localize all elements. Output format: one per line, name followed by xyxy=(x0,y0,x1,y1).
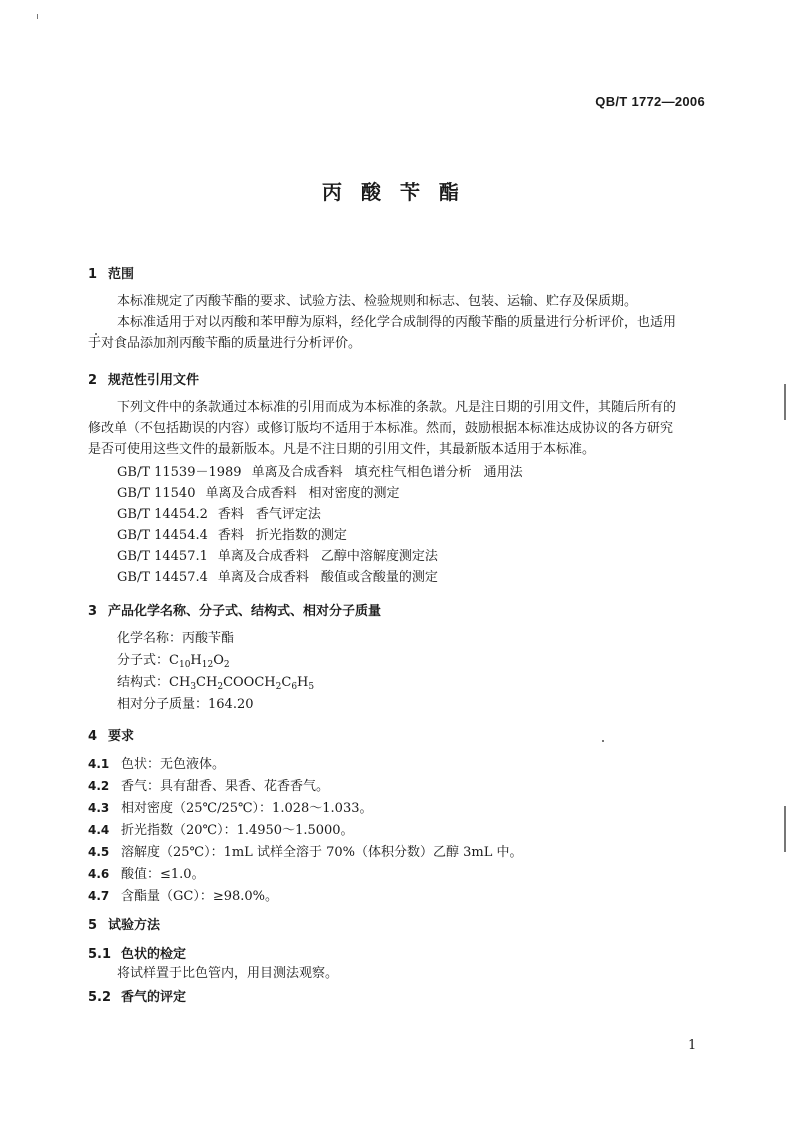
scan-mark xyxy=(602,740,604,742)
item-number: 4.2 xyxy=(88,779,110,793)
structural-formula-line xyxy=(117,672,314,693)
structural-formula-value: $CH_3CH_2COOCH_2C_6H_5$ xyxy=(169,675,315,692)
molecular-mass-line xyxy=(117,694,254,715)
scan-mark xyxy=(784,384,786,420)
section-number: 1 xyxy=(88,267,98,282)
chemical-name-label: 化学名称： xyxy=(117,631,183,646)
item-number: 4.7 xyxy=(88,889,110,903)
scan-mark xyxy=(95,333,97,335)
reference-code: GB/T 14454.2 xyxy=(117,507,208,522)
requirement-item xyxy=(88,841,522,860)
reference-item xyxy=(117,482,412,501)
section-1-paragraph-2-line-2: 于对食品添加剂丙酸苄酯的质量进行分析评价。 xyxy=(88,336,362,351)
item-number: 4.6 xyxy=(88,867,110,881)
subsection-5-2-heading xyxy=(88,986,186,1005)
section-2-heading xyxy=(88,369,199,388)
item-number: 4.4 xyxy=(88,823,110,837)
reference-title-part: 单离及合成香料 xyxy=(217,549,309,564)
molecular-mass-label: 相对分子质量： xyxy=(117,697,209,712)
section-number: 2 xyxy=(88,373,98,388)
reference-item xyxy=(117,566,450,585)
subsection-title: 香气的评定 xyxy=(121,990,187,1005)
section-title: 要求 xyxy=(108,729,135,744)
section-title: 试验方法 xyxy=(108,918,161,933)
item-number: 4.1 xyxy=(88,757,110,771)
item-text: 溶解度（25℃）：1mL 试样全溶于 70%（体积分数）乙醇 3mL 中。 xyxy=(121,845,523,860)
section-number: 3 xyxy=(88,604,98,619)
section-title: 规范性引用文件 xyxy=(108,373,200,388)
item-text: 折光指数（20℃）：1.4950～1.5000。 xyxy=(121,823,354,838)
subsection-number: 5.1 xyxy=(88,947,112,962)
chemical-name-line xyxy=(117,628,234,649)
subsection-title: 色状的检定 xyxy=(121,947,187,962)
section-2-paragraph-line-3: 是否可使用这些文件的最新版本。凡是不注日期的引用文件，其最新版本适用于本标准。 xyxy=(88,442,596,457)
section-title: 范围 xyxy=(108,267,135,282)
section-3-heading xyxy=(88,600,381,619)
reference-title-part: 单离及合成香料 xyxy=(251,465,343,480)
reference-title-part: 单离及合成香料 xyxy=(217,570,309,585)
requirement-item xyxy=(88,753,225,772)
reference-code: GB/T 11540 xyxy=(117,486,196,501)
reference-code: GB/T 11539－1989 xyxy=(117,465,242,480)
reference-item xyxy=(117,524,359,543)
molecular-formula-label: 分子式： xyxy=(117,653,170,668)
section-1-paragraph-1: 本标准规定了丙酸苄酯的要求、试验方法、检验规则和标志、包装、运输、贮存及保质期。 xyxy=(117,294,638,309)
molecular-mass-value: 164.20 xyxy=(208,697,254,712)
reference-title-part: 单离及合成香料 xyxy=(205,486,297,501)
reference-code: GB/T 14457.4 xyxy=(117,570,208,585)
item-number: 4.5 xyxy=(88,845,110,859)
scan-mark xyxy=(784,806,786,852)
standard-code: QB/T 1772—2006 xyxy=(595,94,705,109)
reference-code: GB/T 14454.4 xyxy=(117,528,208,543)
molecular-formula-line xyxy=(117,650,230,671)
reference-item xyxy=(117,503,333,522)
section-5-heading xyxy=(88,914,160,933)
item-number: 4.3 xyxy=(88,801,110,815)
section-2-paragraph-line-2: 修改单（不包括勘误的内容）或修订版均不适用于本标准。然而，鼓励根据本标准达成协议的各方研究 xyxy=(88,421,674,436)
reference-title-part: 乙醇中溶解度测定法 xyxy=(320,549,438,564)
reference-item xyxy=(117,545,450,564)
item-text: 香气：具有甜香、果香、花香香气。 xyxy=(121,779,330,794)
section-number: 5 xyxy=(88,918,98,933)
subsection-5-1-text: 将试样置于比色管内，用目测法观察。 xyxy=(117,966,339,981)
requirement-item xyxy=(88,885,278,904)
reference-title-part: 香料 xyxy=(217,507,244,522)
section-1-paragraph-2-line-1: 本标准适用于对以丙酸和苯甲醇为原料，经化学合成制得的丙酸苄酯的质量进行分析评价，也适用 xyxy=(117,315,677,330)
reference-title-part: 通用法 xyxy=(483,465,523,480)
requirement-item xyxy=(88,819,354,838)
reference-item xyxy=(117,461,535,480)
requirement-item xyxy=(88,863,205,882)
section-number: 4 xyxy=(88,729,98,744)
reference-title-part: 折光指数的测定 xyxy=(255,528,347,543)
item-text: 含酯量（GC）：≥98.0%。 xyxy=(121,889,279,904)
reference-code: GB/T 14457.1 xyxy=(117,549,208,564)
section-1-heading xyxy=(88,263,134,282)
subsection-number: 5.2 xyxy=(88,990,112,1005)
item-text: 酸值：≤1.0。 xyxy=(121,867,205,882)
reference-title-part: 酸值或含酸量的测定 xyxy=(320,570,438,585)
requirement-item xyxy=(88,797,372,816)
scan-mark xyxy=(37,14,38,19)
molecular-formula-value: $C_{10}H_{12}O_2$ xyxy=(169,653,230,670)
item-text: 相对密度（25℃/25℃）：1.028～1.033。 xyxy=(121,801,373,816)
item-text: 色状：无色液体。 xyxy=(121,757,226,772)
reference-title-part: 填充柱气相色谱分析 xyxy=(354,465,472,480)
subsection-5-1-heading xyxy=(88,943,186,962)
section-2-paragraph-line-1: 下列文件中的条款通过本标准的引用而成为本标准的条款。凡是注日期的引用文件，其随后所有的 xyxy=(117,400,677,415)
document-title: 丙 酸 苄 酯 xyxy=(322,180,465,204)
reference-title-part: 香气评定法 xyxy=(255,507,321,522)
section-title: 产品化学名称、分子式、结构式、相对分子质量 xyxy=(108,604,382,619)
page-number: 1 xyxy=(688,1038,697,1053)
requirement-item xyxy=(88,775,329,794)
chemical-name-value: 丙酸苄酯 xyxy=(182,631,235,646)
reference-title-part: 香料 xyxy=(217,528,244,543)
structural-formula-label: 结构式： xyxy=(117,675,170,690)
section-4-heading xyxy=(88,725,134,744)
reference-title-part: 相对密度的测定 xyxy=(308,486,400,501)
